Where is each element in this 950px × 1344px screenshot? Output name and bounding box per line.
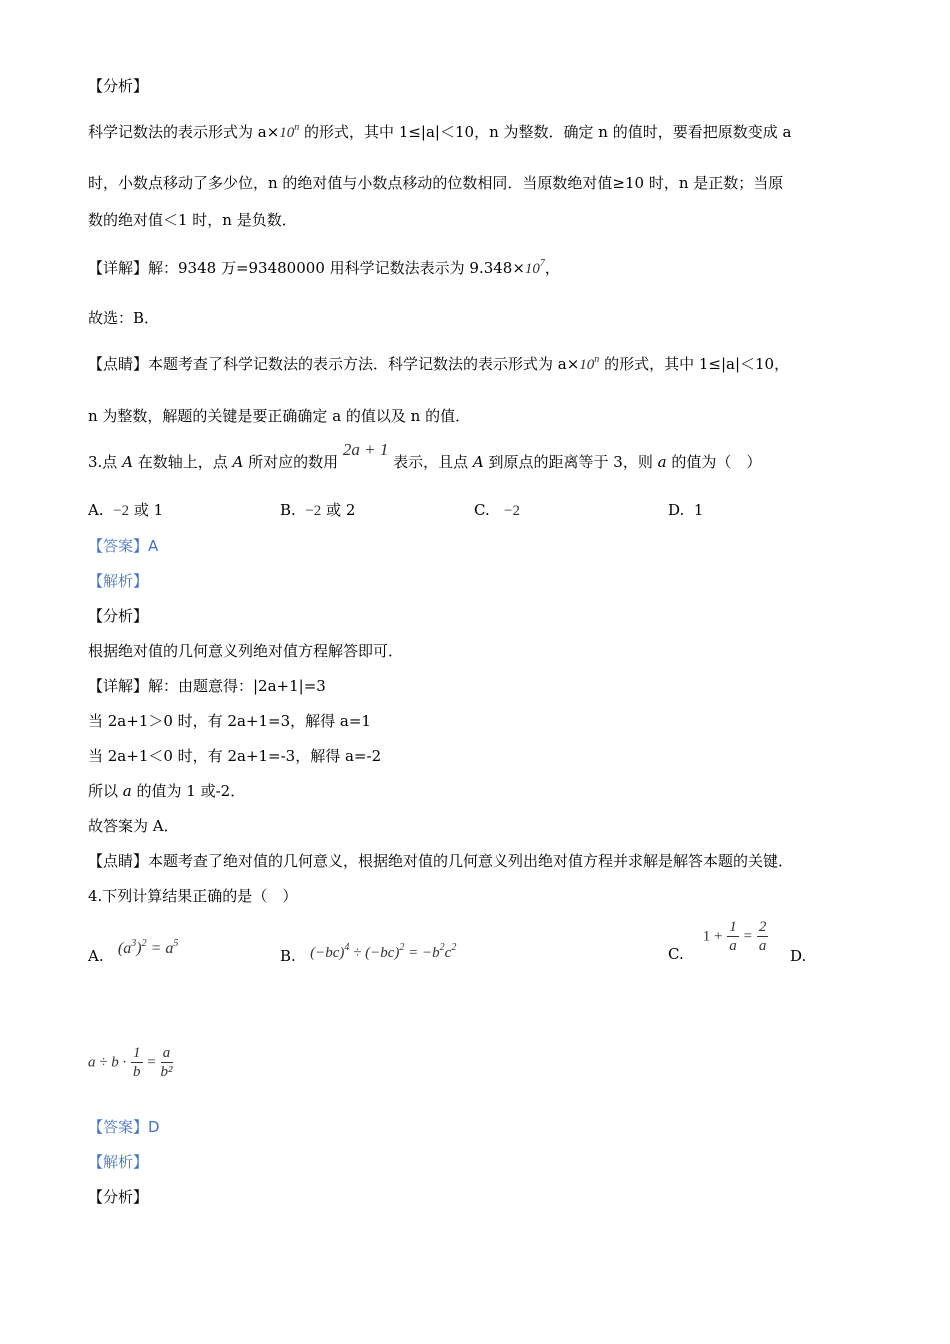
math-var: a [657, 453, 667, 471]
text: 在数轴上，点 [132, 453, 233, 471]
option-c [474, 500, 520, 521]
math-value: −2 [305, 503, 322, 519]
paragraph-line: 时，小数点移动了多少位，n 的绝对值与小数点移动的位数相同．当原数绝对值≥10 时，n 是正数；当原 [88, 174, 784, 192]
option-label: C. [668, 944, 684, 963]
math-expression: $(-bc)^4 \div (-bc)^2 = -b^2c^2$ [310, 942, 457, 961]
math-var: A [472, 453, 484, 471]
heading-analysis: 【分析】 [88, 607, 149, 625]
math-var: A [232, 453, 244, 471]
text: 3.点 [88, 453, 123, 471]
text: ， [544, 259, 560, 277]
option-label: D. [668, 501, 685, 519]
paragraph-line: 数的绝对值＜1 时，n 是负数． [88, 211, 297, 229]
comment-line [88, 354, 789, 377]
math-exponent: 7 [539, 258, 545, 269]
paragraph-line: 【详解】解：由题意得：|2a+1|=3 [88, 677, 326, 695]
q4-option-d-label: D. [790, 947, 807, 965]
text: 到原点的距离等于 3，则 [483, 453, 658, 471]
paragraph-line [88, 122, 791, 145]
math-var: A [122, 453, 133, 471]
paragraph-line [88, 781, 245, 801]
option-label: C. [474, 501, 490, 519]
heading-analysis: 【分析】 [88, 77, 149, 95]
math-ten: 10 [579, 357, 595, 373]
detail-line [88, 258, 560, 281]
paragraph-line: 故答案为 A． [88, 817, 179, 835]
math-value: −2 [504, 503, 520, 519]
option-label: A. [88, 501, 104, 519]
math-ten: 10 [279, 125, 295, 141]
option-label: A. [88, 947, 104, 965]
math-text: 1 + [702, 928, 723, 945]
math-exponent: n [594, 354, 600, 365]
explanation-label: 【解析】 [88, 572, 149, 590]
q4-option-d-expression [88, 1044, 173, 1081]
math-text: = [147, 1054, 156, 1071]
math-ten: 10 [524, 261, 540, 277]
choice-line: 故选：B． [88, 309, 160, 327]
explanation-label: 【解析】 [88, 1153, 149, 1171]
q4-option-a [88, 938, 179, 965]
text: 【详解】解：9348 万=93480000 用科学记数法表示为 9.348× [88, 259, 525, 277]
comment-line: n 为整数，解题的关键是要正确确定 a 的值以及 n 的值． [88, 407, 471, 425]
option-label: B. [280, 501, 296, 519]
math-exponent: n [294, 122, 300, 133]
q4-option-c [668, 918, 768, 963]
heading-analysis: 【分析】 [88, 1188, 149, 1206]
text: 的值为 1 或-2． [131, 782, 246, 800]
paragraph-line: 当 2a+1＜0 时，有 2a+1=-3，解得 a=-2 [88, 747, 382, 765]
text: 1 [693, 501, 704, 519]
math-fraction: $\frac{1}{a}$ [729, 919, 737, 954]
answer-label: 【答案】A [88, 537, 159, 555]
option-label: B. [280, 947, 296, 965]
text: 科学记数法的表示形式为 a× [88, 123, 280, 141]
question-3 [88, 440, 762, 472]
text: 【点睛】本题考查了科学记数法的表示方法．科学记数法的表示形式为 a× [88, 355, 580, 373]
answer-label: 【答案】D [88, 1118, 160, 1136]
option-a [88, 500, 163, 521]
math-text: a ÷ b · [88, 1054, 127, 1071]
math-text: = [743, 928, 753, 945]
question-4: 4.下列计算结果正确的是（ ） [88, 887, 298, 905]
option-b [280, 500, 355, 521]
text: 所对应的数用 [243, 453, 343, 471]
math-expression: 2a + 1 [342, 440, 389, 459]
q4-option-b [280, 942, 456, 965]
text: 所以 [88, 782, 123, 800]
math-value: −2 [113, 503, 130, 519]
paragraph-line: 当 2a+1＞0 时，有 2a+1=3，解得 a=1 [88, 712, 371, 730]
option-d [668, 500, 703, 520]
math-fraction: $\frac{1}{b}$ [133, 1045, 141, 1080]
text: 或 2 [321, 501, 356, 519]
text: 的形式，其中 1≤|a|＜10， [599, 355, 790, 373]
math-fraction: $\frac{2}{a}$ [758, 919, 767, 954]
math-var: a [122, 782, 132, 800]
text: 的值为（ ） [666, 453, 762, 471]
comment-line: 【点睛】本题考查了绝对值的几何意义，根据绝对值的几何意义列出绝对值方程并求解是解答本题的关键． [88, 852, 794, 870]
text: 的形式，其中 1≤|a|＜10，n 为整数．确定 n 的值时，要看把原数变成 a [299, 123, 792, 141]
paragraph-line: 根据绝对值的几何意义列绝对值方程解答即可． [88, 642, 404, 660]
text: 表示，且点 [388, 453, 473, 471]
math-expression: $(a^3)^2 = a^5$ [117, 938, 179, 957]
text: 或 1 [129, 501, 164, 519]
math-fraction: $\frac{a}{\text{b²}}$ [160, 1045, 173, 1080]
